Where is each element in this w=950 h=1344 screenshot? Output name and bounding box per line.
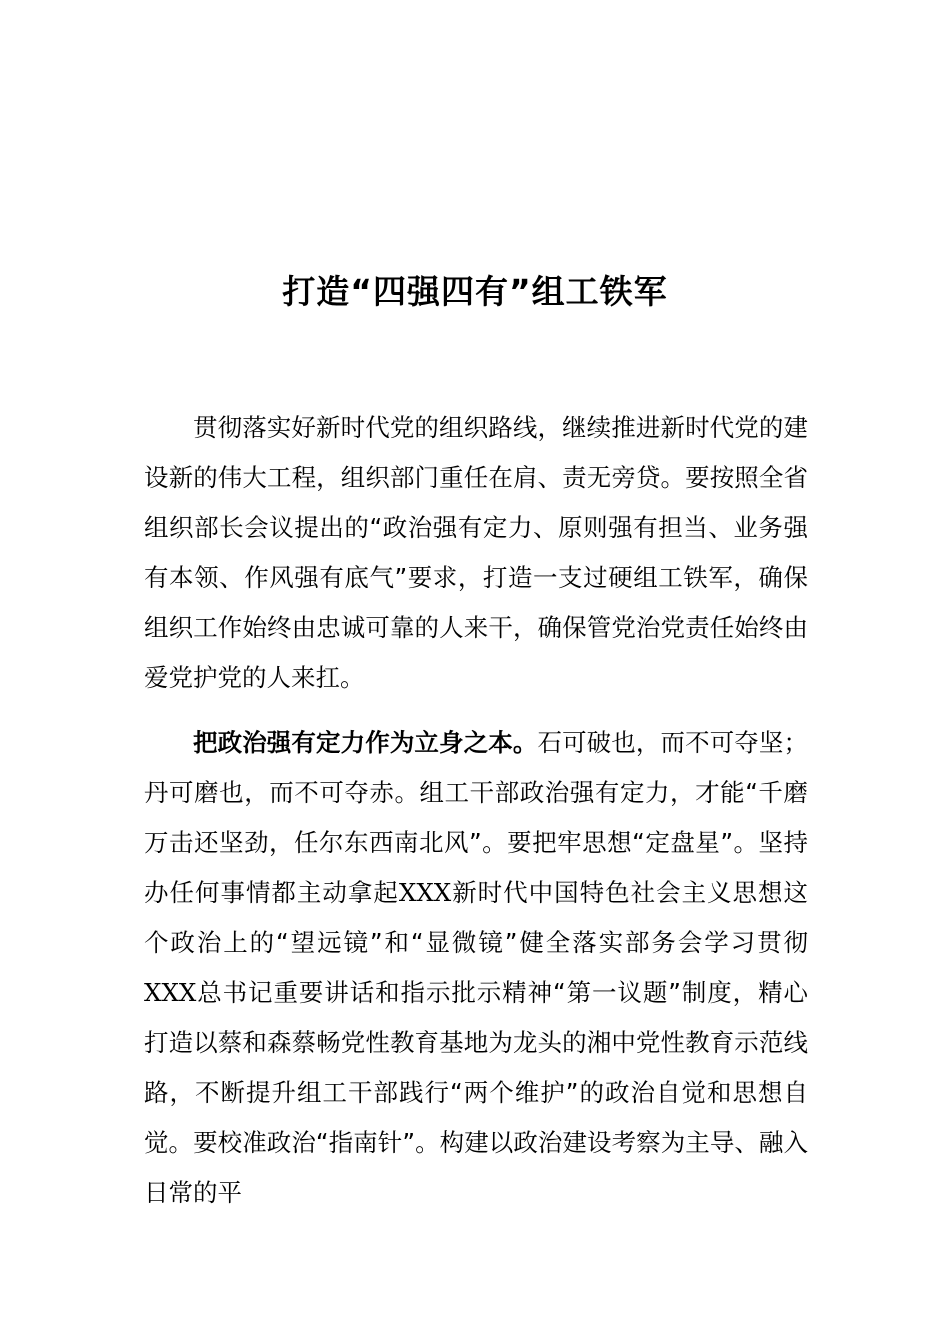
document-body (144, 403, 808, 1218)
placeholder-xxx: XXX (398, 878, 452, 907)
section-text-part2: 新时代中国特色社会主义思想这个政治上的“望远镜”和“显微镜”健全落实部务会学习贯彻 (144, 878, 809, 957)
document-title: 打造“四强四有”组工铁军 (282, 272, 668, 311)
placeholder-xxx: XXX (144, 978, 197, 1007)
section-paragraph (144, 718, 808, 1218)
section-lead: 把政治强有定力作为立身之本。 (193, 728, 538, 757)
intro-paragraph: 贯彻落实好新时代党的组织路线，继续推进新时代党的建设新的伟大工程，组织部门重任在肩、责无旁贷。要按照全省组织部长会议提出的“政治强有定力、原则强有担当、业务强有本领、作风强有底气”要求，打造一支过硬组工铁军，确保组织工作始终由忠诚可靠的人来干，确保管党治党责任始终由爱党护党的人来扛。 (144, 413, 808, 692)
section-text-part3: 总书记重要讲话和指示批示精神“第一议题”制度，精心打造以蔡和森蔡畅党性教育基地为龙头的湘中党性教育示范线路，不断提升组工干部践行“两个维护”的政治自觉和思想自觉。要校准政治“指南针”。构建以政治建设考察为主导、融入日常的平 (144, 978, 808, 1207)
section-text-part1: 石可破也，而不可夺坚；丹可磨也，而不可夺赤。组工干部政治强有定力，才能“千磨万击还坚劲，任尔东西南北风”。要把牢思想“定盘星”。坚持办任何事情都主动拿起 (144, 728, 809, 907)
